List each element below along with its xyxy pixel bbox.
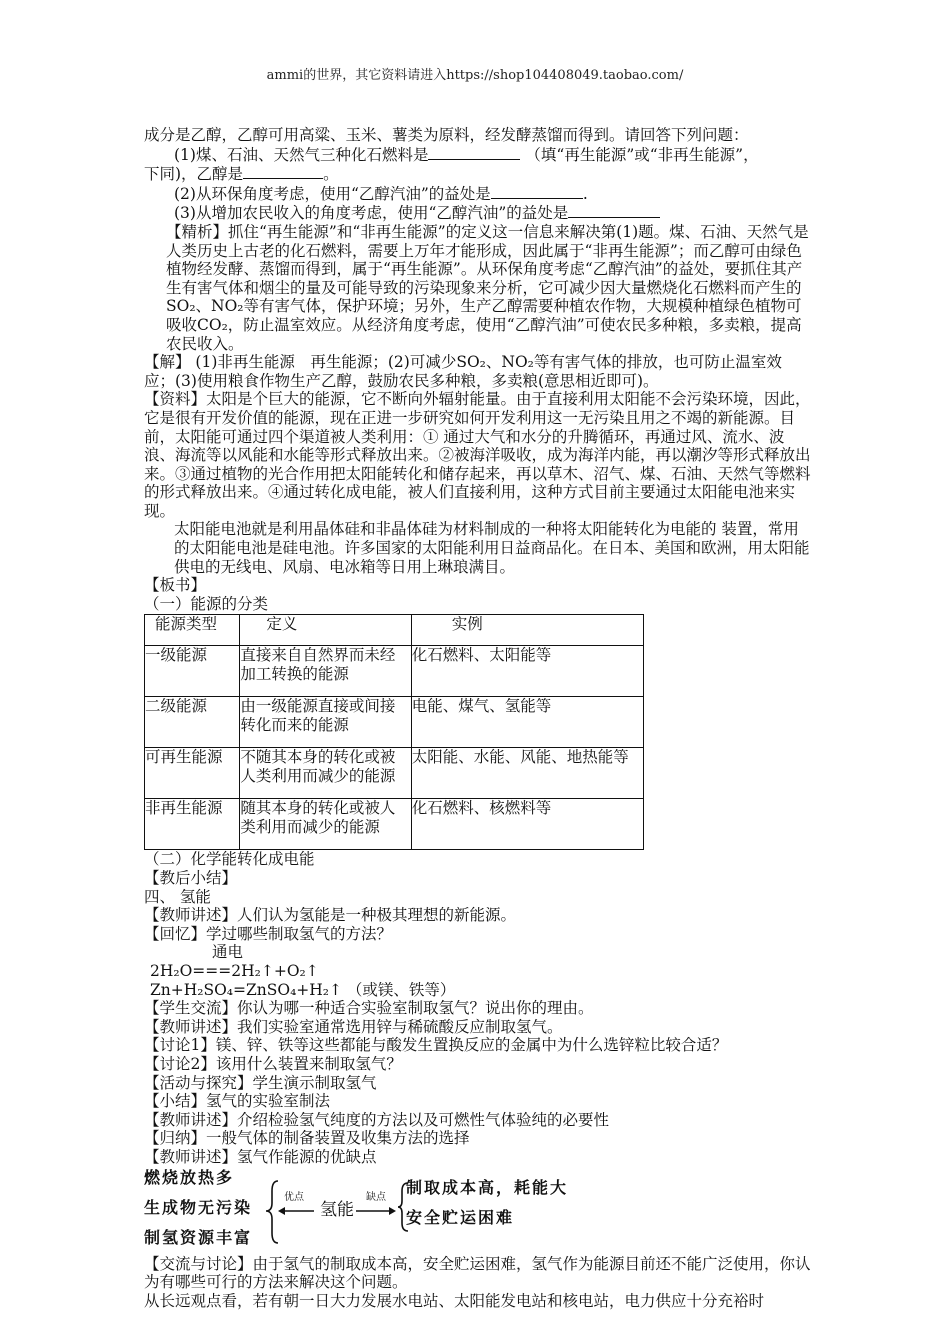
teacher-statement: 【教师讲述】人们认为氢能是一种极其理想的新能源。	[144, 906, 517, 925]
section-2-heading: （二）化学能转化成电能	[144, 850, 315, 869]
table-cell: 非再生能源	[145, 799, 240, 850]
section-4-heading: 四、 氢能	[144, 887, 211, 906]
table-header-cell: 实例	[411, 615, 643, 646]
q1-text-b: （填“再生能源”或“非再生能源”，	[525, 145, 759, 164]
student-discussion: 【学生交流】你认为哪一种适合实验室制取氢气？说出你的理由。	[144, 999, 594, 1018]
recall-question: 【回忆】学过哪些制取氢气的方法？	[144, 924, 393, 943]
table-row	[145, 799, 644, 850]
solar-paragraph: 太阳能电池就是利用晶体硅和非晶体硅为材料制成的一种将太阳能转化为电能的 装置，常用的太阳能电池是硅电池。许多国家的太阳能利用日益商品化。在日本、美国和欧洲，用太阳能供电的无线电、风扇、电冰箱等日用上琳琅满目。	[174, 520, 810, 576]
table-cell: 一级能源	[145, 646, 240, 697]
q1-text-d: 。	[323, 165, 339, 184]
teacher-statement: 【教师讲述】我们实验室通常选用锌与稀硫酸反应制取氢气。	[144, 1017, 563, 1036]
material-paragraph: 【资料】太阳是个巨大的能源，它不断向外辐射能量。由于直接利用太阳能不会污染环境，因此，它是很有开发价值的能源，现在正进一步研究如何开发利用这一无污染且用之不竭的新能源。目前，太阳能可通过四个渠道被人类利用：① 通过大气和水分的升腾循环，再通过风、流水、波浪、海流等以风能和水能等形式释放出来。②被海洋吸收，成为海洋内能，再以潮汐等形式释放出来。③通过植物的光合作用把太阳能转化和储存起来，再以草木、沼气、煤、石油、天然气等燃料的形式释放出来。④通过转化成电能，被人们直接利用，这种方式目前主要通过太阳能电池来实现。	[144, 390, 811, 520]
disadvantage-label: 缺点	[366, 1191, 386, 1203]
table-header-row	[145, 615, 644, 646]
advantage-label: 优点	[284, 1191, 304, 1203]
page-header: ammi的世界，其它资料请进入https://shop104408049.taobao.com/	[266, 68, 684, 83]
summary-heading: 【教后小结】	[144, 869, 238, 888]
disadvantage-arrowhead	[389, 1207, 396, 1215]
table-cell: 可再生能源	[145, 748, 240, 799]
question-3	[144, 203, 812, 223]
table-cell: 由一级能源直接或间接转化而来的能源	[240, 697, 411, 748]
q1-text-c: 下同)，乙醇是	[144, 165, 244, 184]
table-cell: 化石燃料、太阳能等	[411, 646, 643, 697]
table-row	[145, 748, 644, 799]
exchange-discussion: 【交流与讨论】由于氢气的制取成本高，安全贮运困难，氢气作为能源目前还不能广泛使用，你认为有哪些可行的方法来解决这个问题。	[144, 1254, 811, 1292]
disadvantage-item: 安全贮运困难	[406, 1207, 515, 1227]
advantage-item: 燃烧放热多	[144, 1167, 235, 1187]
table-header-cell: 能源类型	[145, 615, 240, 646]
answer-blank	[243, 164, 323, 179]
answer-blank	[491, 184, 583, 199]
document-body	[144, 126, 812, 1310]
q3-text-a: (3)从增加农民收入的角度考虑，使用“乙醇汽油”的益处是	[174, 204, 569, 223]
table-cell: 太阳能、水能、风能、地热能等	[411, 748, 643, 799]
teacher-statement: 【教师讲述】氢气作能源的优缺点	[144, 1147, 377, 1166]
table-cell: 直接来自自然界而未经加工转换的能源	[240, 646, 411, 697]
discussion-1: 【讨论1】镁、锌、铁等这些都能与酸发生置换反应的金属中为什么选锌粒比较合适？	[144, 1036, 728, 1055]
summary-line: 【小结】氢气的实验室制法	[144, 1092, 331, 1111]
question-1	[144, 145, 812, 165]
q1-text-a: (1)煤、石油、天然气三种化石燃料是	[174, 145, 429, 164]
hydrogen-energy-label: 氢能	[320, 1199, 354, 1220]
answer-blank	[428, 145, 520, 160]
table-cell: 化石燃料、核燃料等	[411, 799, 643, 850]
question-1-cont	[144, 164, 812, 184]
advantage-item: 生成物无污染	[144, 1197, 253, 1217]
table-row	[145, 697, 644, 748]
activity-explore: 【活动与探究】学生演示制取氢气	[144, 1073, 377, 1092]
hydrogen-pros-cons-diagram	[144, 1169, 644, 1253]
q2-text-a: (2)从环保角度考虑，使用“乙醇汽油”的益处是	[174, 184, 491, 203]
table-header-cell: 定义	[240, 615, 411, 646]
table-cell: 二级能源	[145, 697, 240, 748]
teacher-statement: 【教师讲述】介绍检验氢气纯度的方法以及可燃性气体验纯的必要性	[144, 1110, 610, 1129]
q2-text-b: .	[582, 184, 588, 203]
table-row	[145, 646, 644, 697]
electrolysis-label: 通电	[212, 943, 244, 962]
left-brace	[266, 1181, 278, 1243]
advantage-item: 制氢资源丰富	[144, 1227, 253, 1247]
analysis-paragraph: 【精析】抓住“再生能源”和“非再生能源”的定义这一信息来解决第(1)题。煤、石油、天然气是人类历史上古老的化石燃料，需要上万年才能形成，因此属于“非再生能源”；而乙醇可由绿色植物经发酵、蒸馏而得到，属于“再生能源”。从环保角度考虑“乙醇汽油”的益处，要抓住其产生有害气体和烟尘的量及可能导致的污染现象来分析，它可减少因大量燃烧化石燃料而产生的SO₂、NO₂等有害气体，保护环境；另外，生产乙醇需要种植农作物，大规模种植绿色植物可吸收CO₂，防止温室效应。从经济角度考虑，使用“乙醇汽油”可使农民多种粮，多卖粮，提高农民收入。	[166, 222, 809, 353]
advantage-arrowhead	[278, 1207, 285, 1215]
answer-blank	[568, 203, 660, 218]
table-cell: 电能、煤气、氢能等	[411, 697, 643, 748]
equation-electrolysis: 2H₂O===2H₂↑+O₂↑	[150, 962, 319, 980]
board-heading: 【板书】	[144, 576, 207, 595]
section-1-heading: （一）能源的分类	[144, 594, 269, 613]
discussion-2: 【讨论2】该用什么装置来制取氢气？	[144, 1054, 402, 1073]
energy-table	[144, 614, 644, 850]
long-term-paragraph: 从长远观点看，若有朝一日大力发展水电站、太阳能发电站和核电站，电力供应十分充裕时	[144, 1291, 765, 1310]
intro-paragraph: 成分是乙醇，乙醇可用高粱、玉米、薯类为原料，经发酵蒸馏而得到。请回答下列问题：	[144, 126, 749, 144]
question-2	[144, 184, 812, 204]
disadvantage-item: 制取成本高，耗能大	[406, 1177, 569, 1197]
table-cell: 随其本身的转化或被人类利用而减少的能源	[240, 799, 411, 850]
conclusion-line: 【归纳】一般气体的制备装置及收集方法的选择	[144, 1129, 470, 1148]
table-cell: 不随其本身的转化或被人类利用而减少的能源	[240, 748, 411, 799]
equation-zinc-acid: Zn+H₂SO₄=ZnSO₄+H₂↑ （或镁、铁等）	[150, 980, 456, 999]
solution-paragraph: 【解】 (1)非再生能源 再生能源；(2)可减少SO₂、NO₂等有害气体的排放，也可防止温室效应；(3)使用粮食作物生产乙醇，鼓励农民多种粮，多卖粮(意思相近即可)。	[144, 353, 782, 390]
